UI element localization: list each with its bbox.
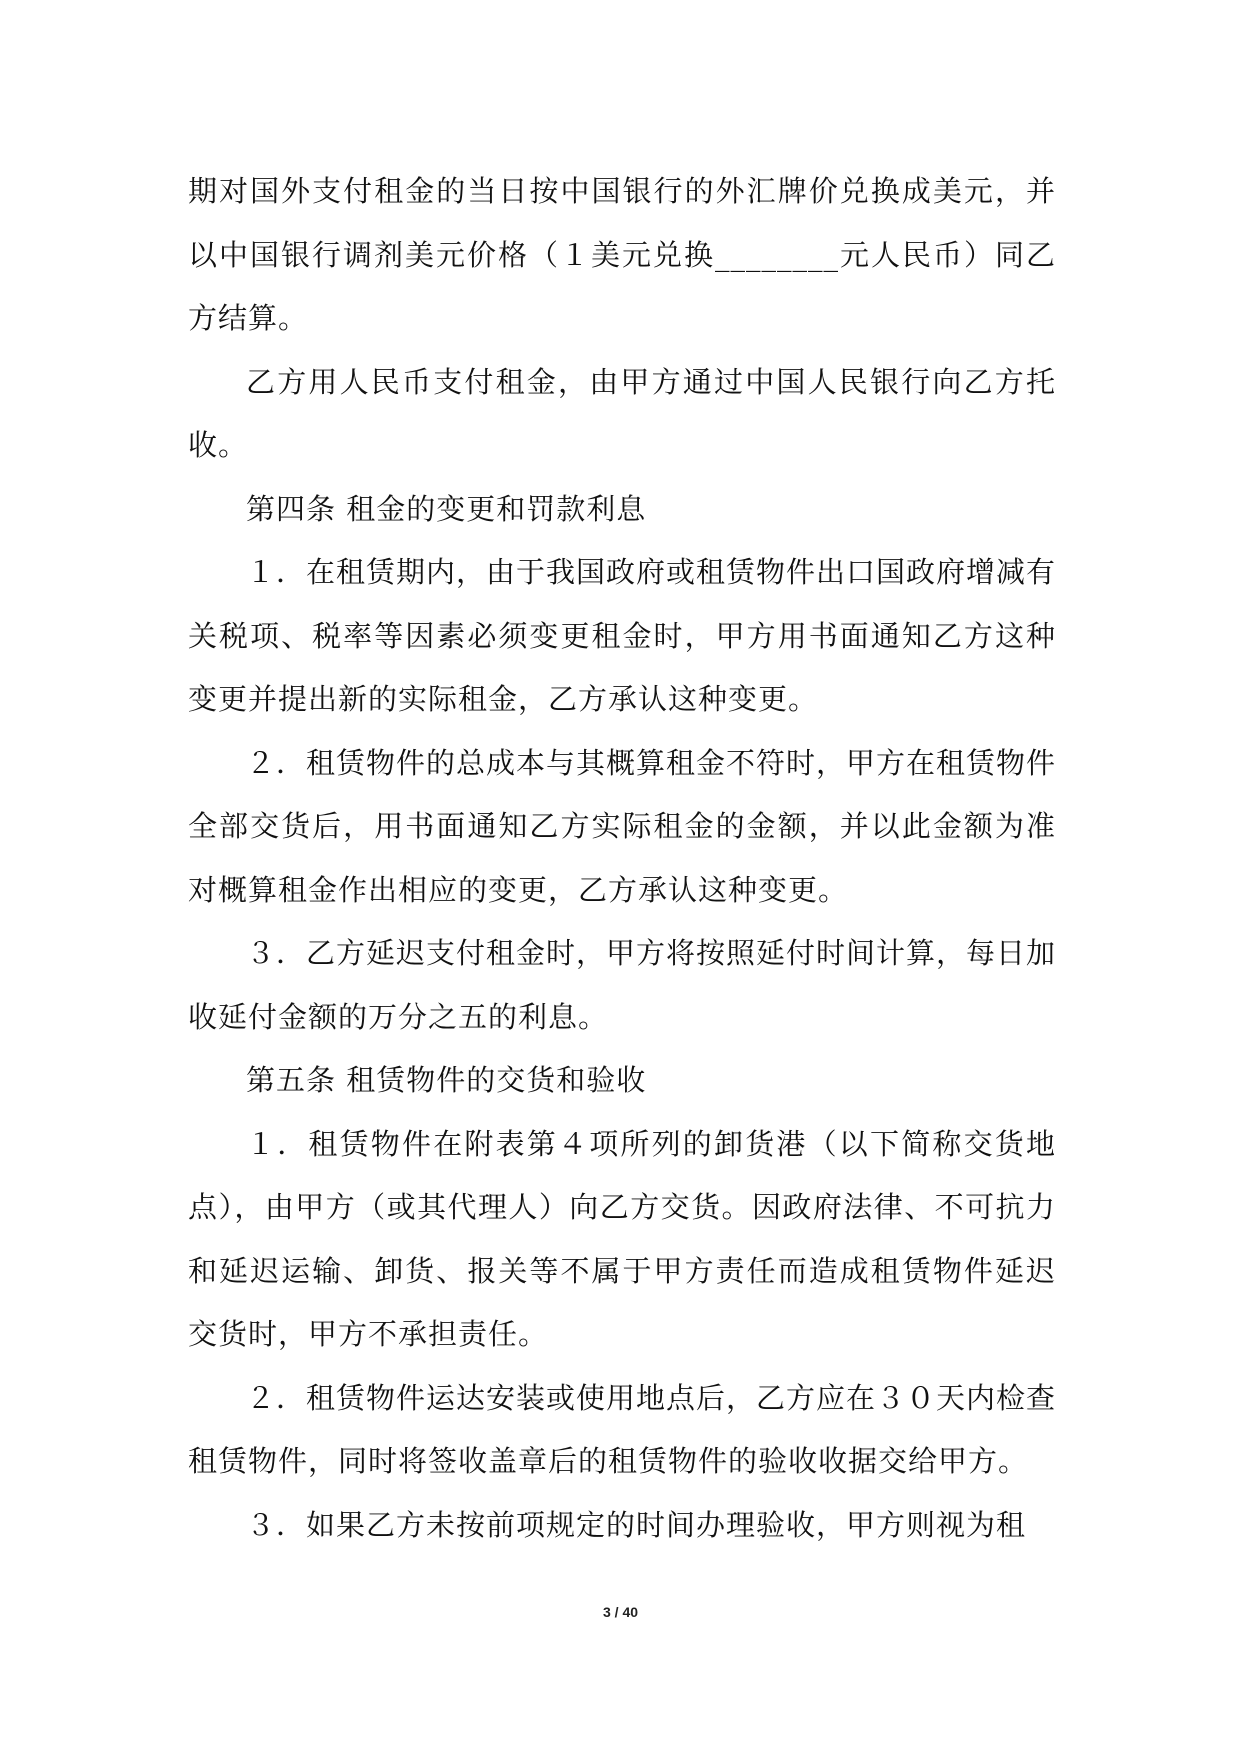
document-body: [188, 160, 1056, 1557]
article-5-clause-3: ３．如果乙方未按前项规定的时间办理验收，甲方则视为租: [246, 1507, 1027, 1542]
article-4-clause-1: １．在租赁期内，由于我国政府或租赁物件出口国政府增减有关税项、税率等因素必须变更租金时，甲方用书面通知乙方这种变更并提出新的实际租金，乙方承认这种变更。: [188, 555, 1057, 716]
page-number: 3 / 40: [602, 1604, 639, 1620]
article-4-heading: 第四条 租金的变更和罚款利息: [246, 491, 647, 526]
article-4-clause-3: ３．乙方延迟支付租金时，甲方将按照延付时间计算，每日加收延付金额的万分之五的利息。: [188, 936, 1057, 1034]
article-5-clause-2: ２．租赁物件运达安装或使用地点后，乙方应在３０天内检查租赁物件，同时将签收盖章后的租赁物件的验收收据交给甲方。: [188, 1380, 1057, 1478]
article-5-heading: 第五条 租赁物件的交货和验收: [246, 1063, 647, 1097]
article-4-clause-2: ２．租赁物件的总成本与其概算租金不符时，甲方在租赁物件全部交货后，用书面通知乙方实际租金的金额，并以此金额为准对概算租金作出相应的变更，乙方承认这种变更。: [188, 745, 1057, 907]
paragraph-rent-conversion: 期对国外支付租金的当日按中国银行的外汇牌价兑换成美元，并以中国银行调剂美元价格（１美元兑换________元人民币）同乙方结算。: [188, 174, 1056, 335]
paragraph-rmb-payment: 乙方用人民币支付租金，由甲方通过中国人民银行向乙方托收。: [188, 364, 1056, 462]
article-5-clause-1: １．租赁物件在附表第４项所列的卸货港（以下简称交货地点），由甲方（或其代理人）向乙方交货。因政府法律、不可抗力和延迟运输、卸货、报关等不属于甲方责任而造成租赁物件延迟交货时，甲方不承担责任。: [188, 1126, 1056, 1351]
